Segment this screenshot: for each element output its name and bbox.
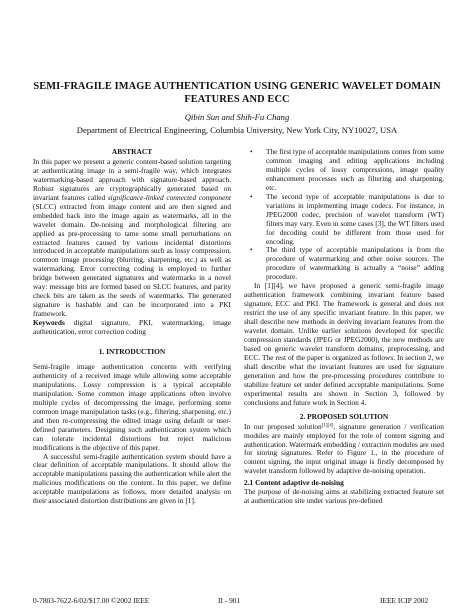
bullet-icon: • <box>250 245 253 255</box>
introduction-heading: 1. INTRODUCTION <box>98 347 166 357</box>
paper-authors: Qibin Sun and Shih-Fu Chang <box>184 112 290 122</box>
bullet-text-3: The third type of acceptable manipulations is from the procedure of watermarking and other noise sources. The procedure of watermarking is actually a “noise” adding procedure. <box>266 245 444 282</box>
solution-text-part-a: In our proposed solution <box>244 421 322 431</box>
footer-page-number: II - 901 <box>218 596 241 605</box>
title-line-2: FEATURES AND ECC <box>184 94 290 105</box>
bullet-item-1 <box>244 148 444 193</box>
keywords-text: digital signature, PKI, watermarking, image authentication, error correction coding <box>33 318 231 337</box>
denoising-subheading: 2.1 Content adaptive de-noising <box>244 478 344 488</box>
bullet-item-3 <box>244 246 444 282</box>
paper-affiliation: Department of Electrical Engineering, Columbia University, New York City, NY10027, USA <box>76 125 398 135</box>
bullet-icon: • <box>250 147 253 156</box>
bullet-icon: • <box>250 191 253 201</box>
abstract-text-part-b: (SLCC) extracted from image content and are then signed and embedded back into the image again as watermarks, all in the wavelet domain. De-noising and morphological filtering are applied as pre-processing to tame some small perturbations on extracted features caused by various incidental distortions introduced in acceptable manipulations such as lossy compression, common image processing (blurring, sharpening, etc.) as well as watermarking. Error correcting coding is employed to further bridge between generated signatures and watermarks in a novel way: message bits are formed based on SLCC features, and parity check bits are taken as the seeds of watermarks. The generated signature is hashable and can be incorporated into a PKI framework. <box>33 201 231 319</box>
abstract-heading: ABSTRACT <box>111 147 153 156</box>
intro-paragraph-1: Semi-fragile image authentication concerns with verifying authenticity of a received image while allowing some acceptable manipulations. Lossy compression is a typical acceptable manipulation. Some common image applications often involve multiple cycles of decompressing the image, performing some common image manipulation tasks (e.g., filtering, sharpening, etc.) and then re-compressing the edited image using default or user-defined parameters. Designing such authentication system which can tolerate incidental distortions but reject malicious modifications is the objective of this paper. <box>33 361 231 452</box>
abstract-text-emphasis: significance-linked connected component <box>107 192 231 202</box>
keywords-label: Keywords <box>33 318 65 328</box>
footer-copyright: 0-7803-7622-6/02/$17.00 ©2002 IEEE <box>33 596 150 605</box>
intro-paragraph-2: A successful semi-fragile authentication system should have a clear definition of acceptable manipulations. It should allow the acceptable manipulations passing the authentication while alert the malicious modifications on the content. In this paper, we define acceptable manipulations as follows, more detailed analysis on their associated distortion distributions are given in [1]. <box>33 451 231 506</box>
abstract-text-part-a: In this paper we present a generic content-based solution targeting at authenticating image in a semi-fragile way, which integrates watermarking-based approach with signature-based approach. Robust signatures are cryptographically generated based on invariant features called <box>33 156 231 202</box>
left-column <box>33 148 231 506</box>
solution-text-part-b: , signature generation / verification modules are mainly employed for the role of content signing and authentication. Watermark embedding / extraction modules are used for storing signatures. Refer to Figure 1., in the procedure of content signing, the input original image is firstly decomposed by wavelet transform followed by adaptive de-noising operation. <box>244 421 444 476</box>
abstract-text <box>33 158 231 319</box>
bullet-item-2 <box>244 193 444 247</box>
solution-citation: [1][4] <box>321 423 334 429</box>
proposed-solution-heading: 2. PROPOSED SOLUTION <box>299 411 389 421</box>
proposed-solution-paragraph <box>244 423 444 477</box>
paper-title <box>30 80 444 106</box>
right-column <box>244 148 444 506</box>
denoising-paragraph: The purpose of de-noising aims at stabilizing extracted feature set at authentication site under various pre-defined <box>244 487 444 506</box>
keywords <box>33 319 231 337</box>
footer-venue: IEEE ICIP 2002 <box>380 596 429 605</box>
bullet-text-1: The first type of acceptable manipulations comes from some common imaging and editing applications including multiple cycles of lossy compressions, image quality enhancement processes such as filtering and sharpening, etc. <box>266 147 444 192</box>
overview-paragraph: In [1][4], we have proposed a generic semi-fragile image authentication framework combining invariant feature based signature, ECC and PKI. The framework is general and does not restrict the use of any specific invariant feature. In this paper, we shall describe new methods in deriving invariant features from the wavelet domain. Unlike earlier solutions developed for specific compression standards (JPEG or JPEG2000), the new methods are based on generic wavelet transform domains, preprocessing, and ECC. The rest of the paper is organized as follows. In section 2, we shall describe what the invariant features are used for signature generation and how the pre-processing procedures contribute to stabilize feature set under defined acceptable manipulations. Some experimental results are shown in Section 3, followed by conclusions and future work in Section 4. <box>244 281 444 407</box>
title-line-1: SEMI-FRAGILE IMAGE AUTHENTICATION USING GENERIC WAVELET DOMAIN <box>33 81 441 92</box>
bullet-text-2: The second type of acceptable manipulations is due to variations in implementing image codecs. For instance, in JPEG2000 codec, precision of wavelet transform (WT) filters may vary. Even in some cases [3], the WT filters used for decoding could be different from those used for encoding. <box>266 191 444 246</box>
